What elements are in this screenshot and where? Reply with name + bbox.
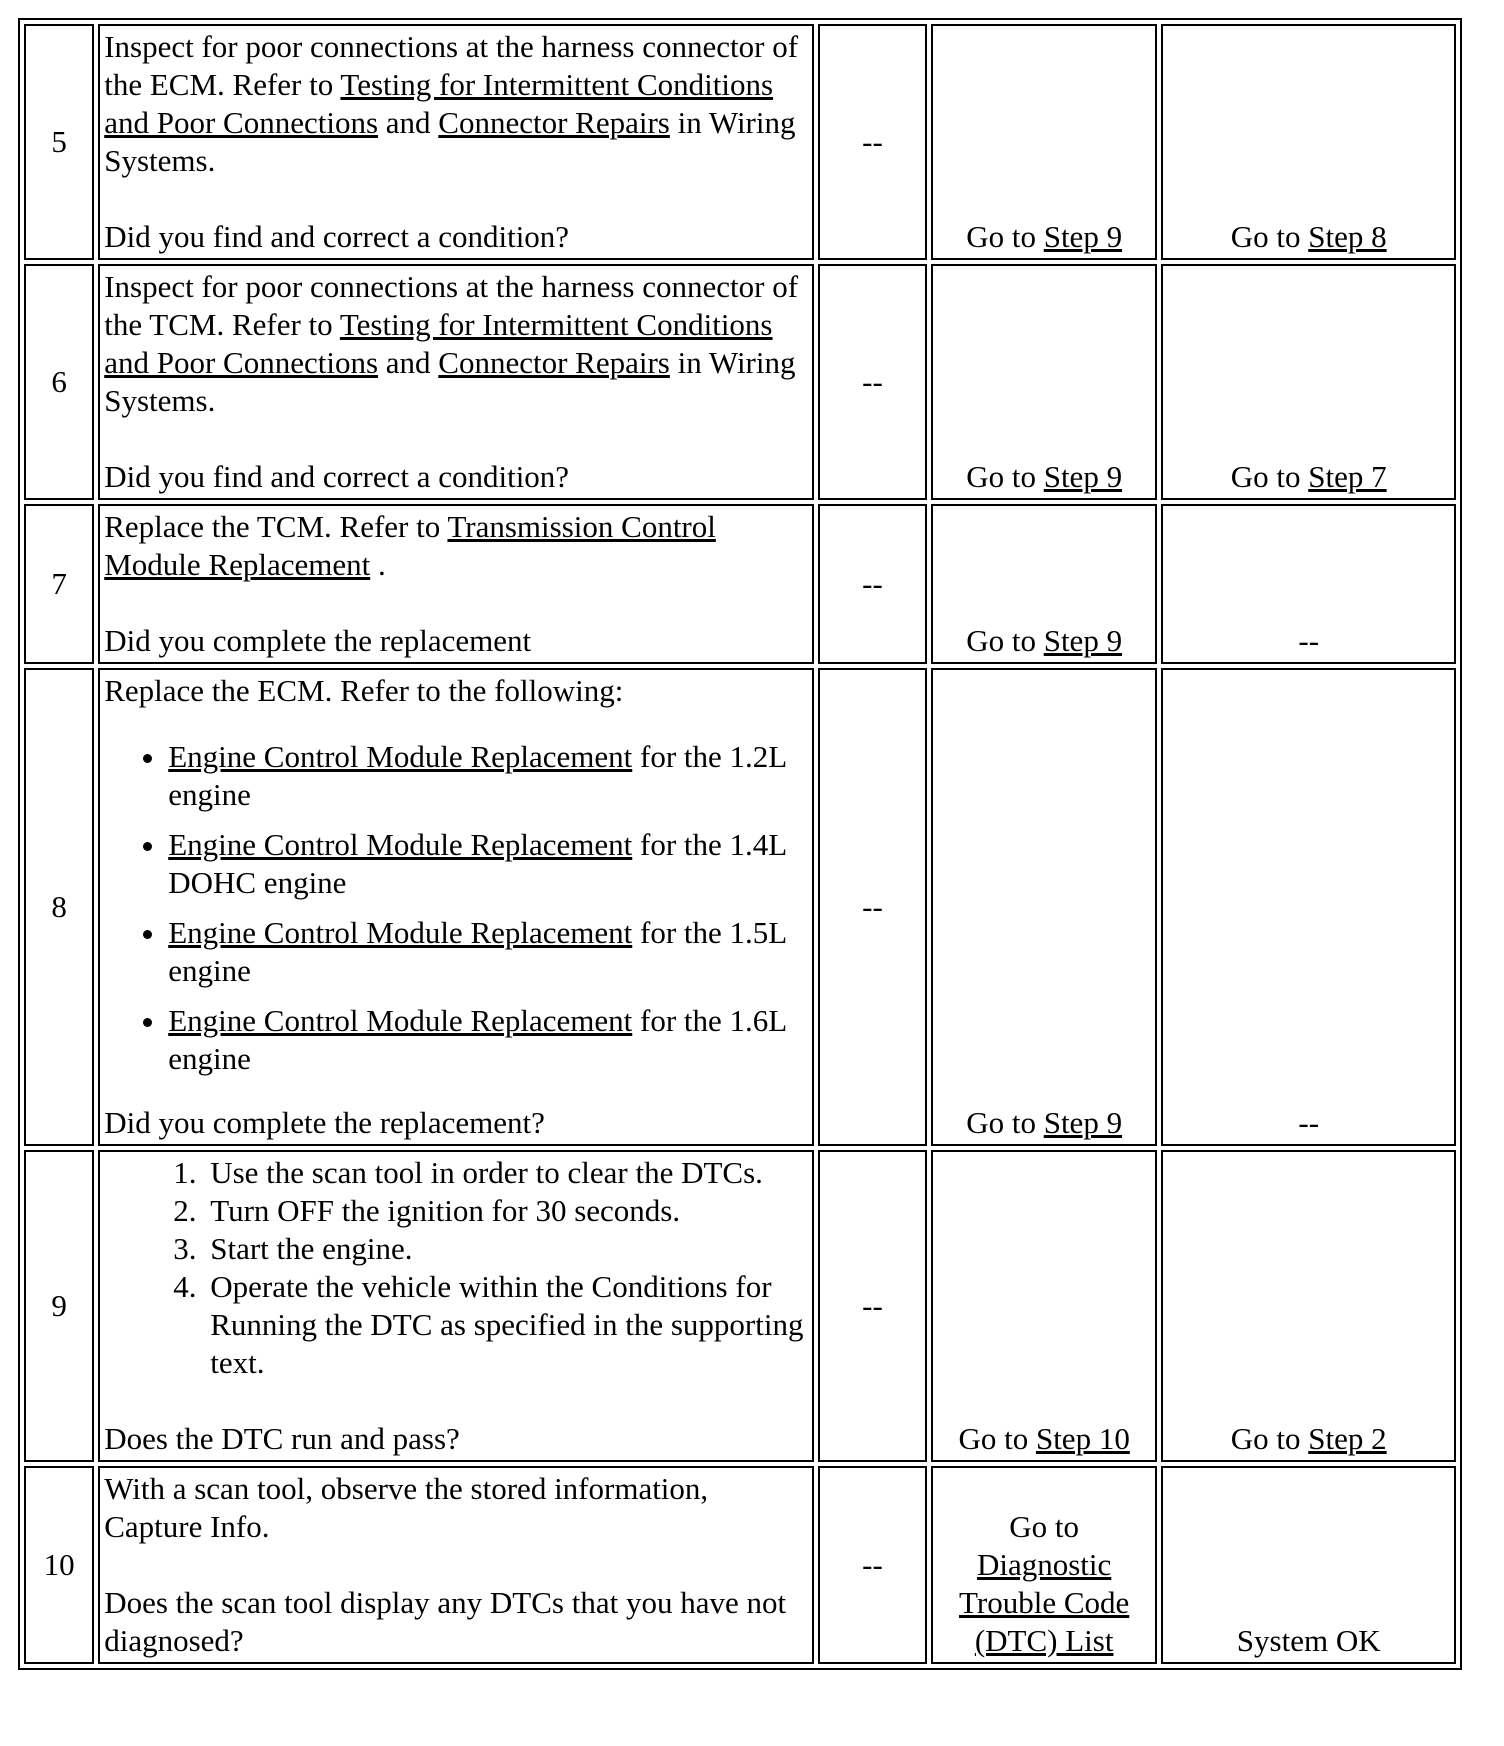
link-ecm-replacement[interactable]: Engine Control Module Replacement: [168, 915, 633, 950]
step-number: 8: [24, 668, 94, 1146]
link-ecm-replacement[interactable]: Engine Control Module Replacement: [168, 1003, 633, 1038]
no-cell: --: [1161, 668, 1456, 1146]
yes-prefix: Go to: [966, 219, 1044, 254]
procedure-list: [104, 1154, 808, 1382]
list-item: 1. Use the scan tool in order to clear the DTCs.: [204, 1154, 808, 1192]
action-cell: [98, 24, 814, 260]
no-cell: System OK: [1161, 1466, 1456, 1664]
link-ecm-replacement[interactable]: Engine Control Module Replacement: [168, 739, 633, 774]
table-row: [24, 504, 1456, 664]
link-step[interactable]: Step 10: [1035, 1421, 1130, 1456]
diagnostic-steps-table: [18, 18, 1462, 1670]
value-cell: --: [818, 1150, 927, 1462]
action-cell: [98, 668, 814, 1146]
action-text: With a scan tool, observe the stored information, Capture Info.: [104, 1471, 709, 1544]
action-text: and: [378, 345, 439, 380]
step-number: 9: [24, 1150, 94, 1462]
link-step[interactable]: Step 8: [1308, 219, 1387, 254]
list-item-text: for the 1.5L engine: [168, 915, 787, 988]
action-text: Replace the TCM. Refer to: [104, 509, 448, 544]
yes-prefix: Go to: [1009, 1509, 1080, 1544]
yes-prefix: Go to: [958, 1421, 1036, 1456]
yes-cell: [931, 264, 1158, 500]
yes-prefix: Go to: [966, 623, 1044, 658]
action-text: Inspect for poor connections at the harness connector of the TCM. Refer to: [104, 269, 799, 342]
no-prefix: Go to: [1230, 459, 1309, 494]
link-step[interactable]: Step 7: [1308, 459, 1387, 494]
link-tcm-replacement[interactable]: Transmission Control Module Replacement: [104, 509, 716, 582]
action-question: Does the scan tool display any DTCs that you have not diagnosed?: [104, 1585, 787, 1658]
list-item-text: for the 1.4L DOHC engine: [168, 827, 787, 900]
yes-prefix: Go to: [966, 459, 1044, 494]
action-cell: [98, 264, 814, 500]
action-question: Did you find and correct a condition?: [104, 459, 570, 494]
list-item-text: for the 1.6L engine: [168, 1003, 787, 1076]
list-item: 2. Turn OFF the ignition for 30 seconds.: [204, 1192, 808, 1230]
no-prefix: Go to: [1230, 1421, 1309, 1456]
action-cell: [98, 504, 814, 664]
no-prefix: Go to: [1230, 219, 1309, 254]
action-question: Did you find and correct a condition?: [104, 219, 570, 254]
action-text: .: [370, 547, 386, 582]
link-step[interactable]: Step 9: [1043, 219, 1123, 254]
list-item: [168, 826, 808, 902]
yes-prefix: Go to: [966, 1105, 1044, 1140]
list-item: 4. Operate the vehicle within the Conditions for Running the DTC as specified in the supporting text.: [204, 1268, 808, 1382]
action-text: Inspect for poor connections at the harness connector of the ECM. Refer to: [104, 29, 799, 102]
replacement-list: [104, 738, 808, 1078]
yes-cell: [931, 668, 1158, 1146]
yes-cell: [931, 1150, 1158, 1462]
link-dtc-list[interactable]: Diagnostic Trouble Code (DTC) List: [959, 1547, 1130, 1658]
action-text: and: [378, 105, 439, 140]
no-cell: [1161, 24, 1456, 260]
no-cell: [1161, 1150, 1456, 1462]
link-step[interactable]: Step 9: [1043, 459, 1123, 494]
yes-cell: [931, 504, 1158, 664]
table-row: [24, 1150, 1456, 1462]
link-step[interactable]: Step 9: [1043, 623, 1123, 658]
link-connector-repairs[interactable]: Connector Repairs: [438, 345, 670, 380]
table-row: [24, 264, 1456, 500]
action-question: Does the DTC run and pass?: [104, 1421, 460, 1456]
value-cell: --: [818, 264, 927, 500]
table-row: [24, 1466, 1456, 1664]
step-number: 5: [24, 24, 94, 260]
action-text: in Wiring Systems.: [104, 105, 796, 178]
list-item: [168, 738, 808, 814]
value-cell: --: [818, 668, 927, 1146]
action-question: Did you complete the replacement?: [104, 1105, 545, 1140]
link-ecm-replacement[interactable]: Engine Control Module Replacement: [168, 827, 633, 862]
link-testing-intermittent[interactable]: Testing for Intermittent Conditions and Poor Connections: [104, 307, 773, 380]
action-question: Did you complete the replacement: [104, 623, 532, 658]
list-item-text: for the 1.2L engine: [168, 739, 787, 812]
value-cell: --: [818, 1466, 927, 1664]
no-cell: --: [1161, 504, 1456, 664]
action-text: Replace the ECM. Refer to the following:: [104, 673, 624, 708]
value-cell: --: [818, 24, 927, 260]
link-step[interactable]: Step 9: [1043, 1105, 1123, 1140]
no-cell: [1161, 264, 1456, 500]
action-cell: [98, 1150, 814, 1462]
yes-cell: [931, 1466, 1158, 1664]
yes-cell: [931, 24, 1158, 260]
value-cell: --: [818, 504, 927, 664]
table-row: [24, 668, 1456, 1146]
action-text: in Wiring Systems.: [104, 345, 796, 418]
link-testing-intermittent[interactable]: Testing for Intermittent Conditions and Poor Connections: [104, 67, 774, 140]
list-item: [168, 1002, 808, 1078]
action-cell: [98, 1466, 814, 1664]
list-item: [168, 914, 808, 990]
list-item: 3. Start the engine.: [204, 1230, 808, 1268]
link-connector-repairs[interactable]: Connector Repairs: [438, 105, 670, 140]
step-number: 6: [24, 264, 94, 500]
table-row: [24, 24, 1456, 260]
step-number: 10: [24, 1466, 94, 1664]
step-number: 7: [24, 504, 94, 664]
link-step[interactable]: Step 2: [1308, 1421, 1387, 1456]
